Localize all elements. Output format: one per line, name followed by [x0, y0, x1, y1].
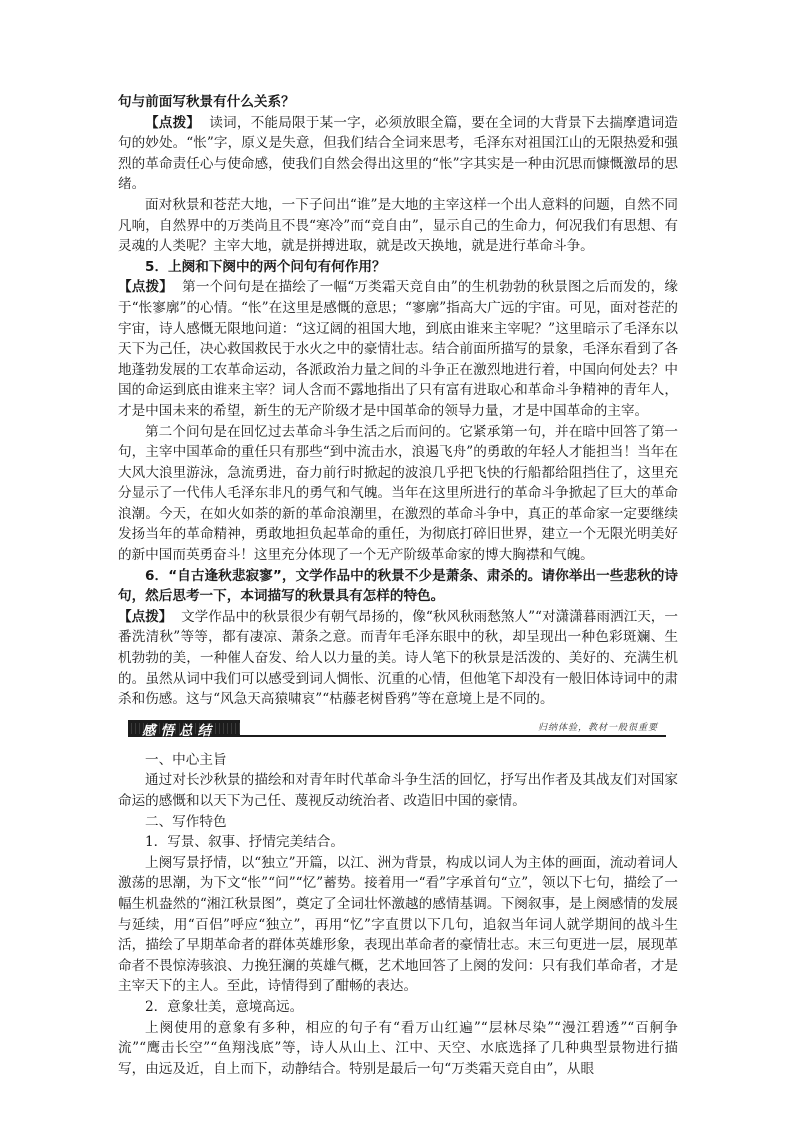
body-paragraph: 第二个问句是在回忆过去革命斗争生活之后而问的。它紧承第一句，并在暗中回答了第一句，主宰中国革命的重任只有那些“到中流击水，浪遏飞舟”的勇敢的年轻人才能担当！当年在大风大浪里游泳，急流勇进，奋力前行时掀起的波浪几乎把飞快的行船都给阻挡住了，这里充分显示了一代伟人毛泽东非凡的勇气和气魄。当年在这里所进行的革命斗争掀起了巨大的革命浪潮。今天，在如火如荼的新的革命浪潮里，在激烈的革命斗争中，真正的革命家一定要继续发扬当年的革命精神，勇敢地担负起革命的重任，为彻底打碎旧世界，建立一个无限光明美好的新中国而英勇奋斗！这里充分体现了一个无产阶级革命家的博大胸襟和气魄。 [118, 423, 678, 564]
tip-label: 【点拨】 [145, 114, 201, 131]
question-5: 5．上阕和下阕中的两个问句有何作用？ [145, 258, 386, 275]
tip-text: 文学作品中的秋景很少有朝气昂扬的，像“秋风秋雨愁煞人”“对潇潇暮雨洒江天，一番洗清秋”等等，都有凄凉、萧条之意。而青年毛泽东眼中的秋，却呈现出一种色彩斑斓、生机勃勃的美，一种催人奋发、给人以力量的美。诗人笔下的秋景是活泼的、美好的、充满生机的。虽然从词中我们可以感受到词人惆怅、沉重的心情，但他笔下却没有一般旧体诗词中的肃杀和伤感。这与“风急天高猿啸哀”“枯藤老树昏鸦”等在意境上是不同的。 [118, 608, 678, 708]
body-paragraph: 通过对长沙秋景的描绘和对青年时代革命斗争生活的回忆，抒写出作者及其战友们对国家命运的感慨和以天下为己任、蔑视反动统治者、改造旧中国的豪情。 [118, 772, 678, 809]
section-heading: 一、中心主旨 [145, 751, 227, 768]
tip-paragraph [118, 607, 678, 710]
banner-rule [240, 735, 666, 737]
question-4-tail: 句与前面写秋景有什么关系？ [118, 94, 295, 110]
banner-subtitle: 归纳体验，教材一般很重要 [537, 722, 658, 733]
question-6: 6．“自古逢秋悲寂寥”，文学作品中的秋景不少是萧条、肃杀的。请你举出一些悲秋的诗句，然后思考一下，本词描写的秋景具有怎样的特色。 [118, 567, 678, 605]
subsection-heading: 1．写景、叙事、抒情完美结合。 [145, 834, 344, 851]
body-paragraph: 上阕使用的意象有多种，相应的句子有“看万山红遍”“层林尽染”“漫江碧透”“百舸争流”“鹰击长空”“鱼翔浅底”等，诗人从山上、江中、天空、水底选择了几种典型景物进行描写，由远及近，自上而下，动静结合。特别是最后一句“万类霜天竞自由”，从眼 [118, 1019, 678, 1077]
section-heading: 二、写作特色 [145, 813, 227, 830]
body-paragraph: 上阕写景抒情，以“独立”开篇，以江、洲为背景，构成以词人为主体的画面，流动着词人激荡的思潮，为下文“怅”“问”“忆”蓄势。接着用一“看”字承首句“立”，领以下七句，描绘了一幅生机盎然的“湘江秋景图”，奠定了全词壮怀激越的感情基调。下阕叙事，是上阕感情的发展与延续，用“百侣”呼应“独立”，再用“忆”字直贯以下几句，追叙当年词人就学期间的战斗生活，描绘了早期革命者的群体英雄形象，表现出革命者的豪情壮志。末三句更进一层，展现革命者不畏惊涛骇浪、力挽狂澜的英雄气概，艺术地回答了上阕的发问：只有我们革命者，才是主宰天下的主人。至此，诗情得到了酣畅的表达。 [118, 854, 678, 995]
tip-paragraph [118, 277, 678, 421]
tip-paragraph [118, 113, 678, 195]
tip-text: 第一个问句是在描绘了一幅“万类霜天竞自由”的生机勃勃的秋景图之后而发的，缘于“怅寥廓”的心情。“怅”在这里是感慨的意思；“寥廓”指高大广远的宇宙。可见，面对苍茫的宇宙，诗人感慨无限地问道：“这辽阔的祖国大地，到底由谁来主宰呢？”这里暗示了毛泽东以天下为己任，决心救国救民于水火之中的豪情壮志。结合前面所描写的景象，毛泽东看到了各地蓬勃发展的工农革命运动，各派政治力量之间的斗争正在激烈地进行着，中国向何处去？中国的命运到底由谁来主宰？词人含而不露地指出了只有富有进取心和革命斗争精神的青年人，才是中国未来的希望，新生的无产阶级才是中国革命的领导力量，才是中国革命的主宰。 [118, 279, 678, 419]
section-banner [128, 718, 666, 738]
banner-title: 感悟总结 [142, 722, 216, 739]
body-paragraph: 面对秋景和苍茫大地，一下子问出“谁”是大地的主宰这样一个出人意料的问题，自然不同凡响，自然界中的万类尚且不畏“寒冷”而“竞自由”，显示自己的生命力，何况我们有思想、有灵魂的人类呢？主宰大地，就是拼搏进取，就是改天换地，就是进行革命斗争。 [118, 196, 678, 255]
tip-text: 读词，不能局限于某一字，必须放眼全篇，要在全词的大背景下去揣摩遣词造句的妙处。“怅”字，原义是失意，但我们结合全词来思考，毛泽东对祖国江山的无限热爱和强烈的革命责任心与使命感，使我们自然会得出这里的“怅”字其实是一种由沉思而慷慨激昂的思绪。 [118, 114, 679, 193]
tip-label: 【点拨】 [118, 279, 174, 296]
tip-label: 【点拨】 [118, 608, 173, 625]
document-page [118, 92, 678, 1079]
subsection-heading: 2．意象壮美，意境高远。 [145, 998, 304, 1015]
